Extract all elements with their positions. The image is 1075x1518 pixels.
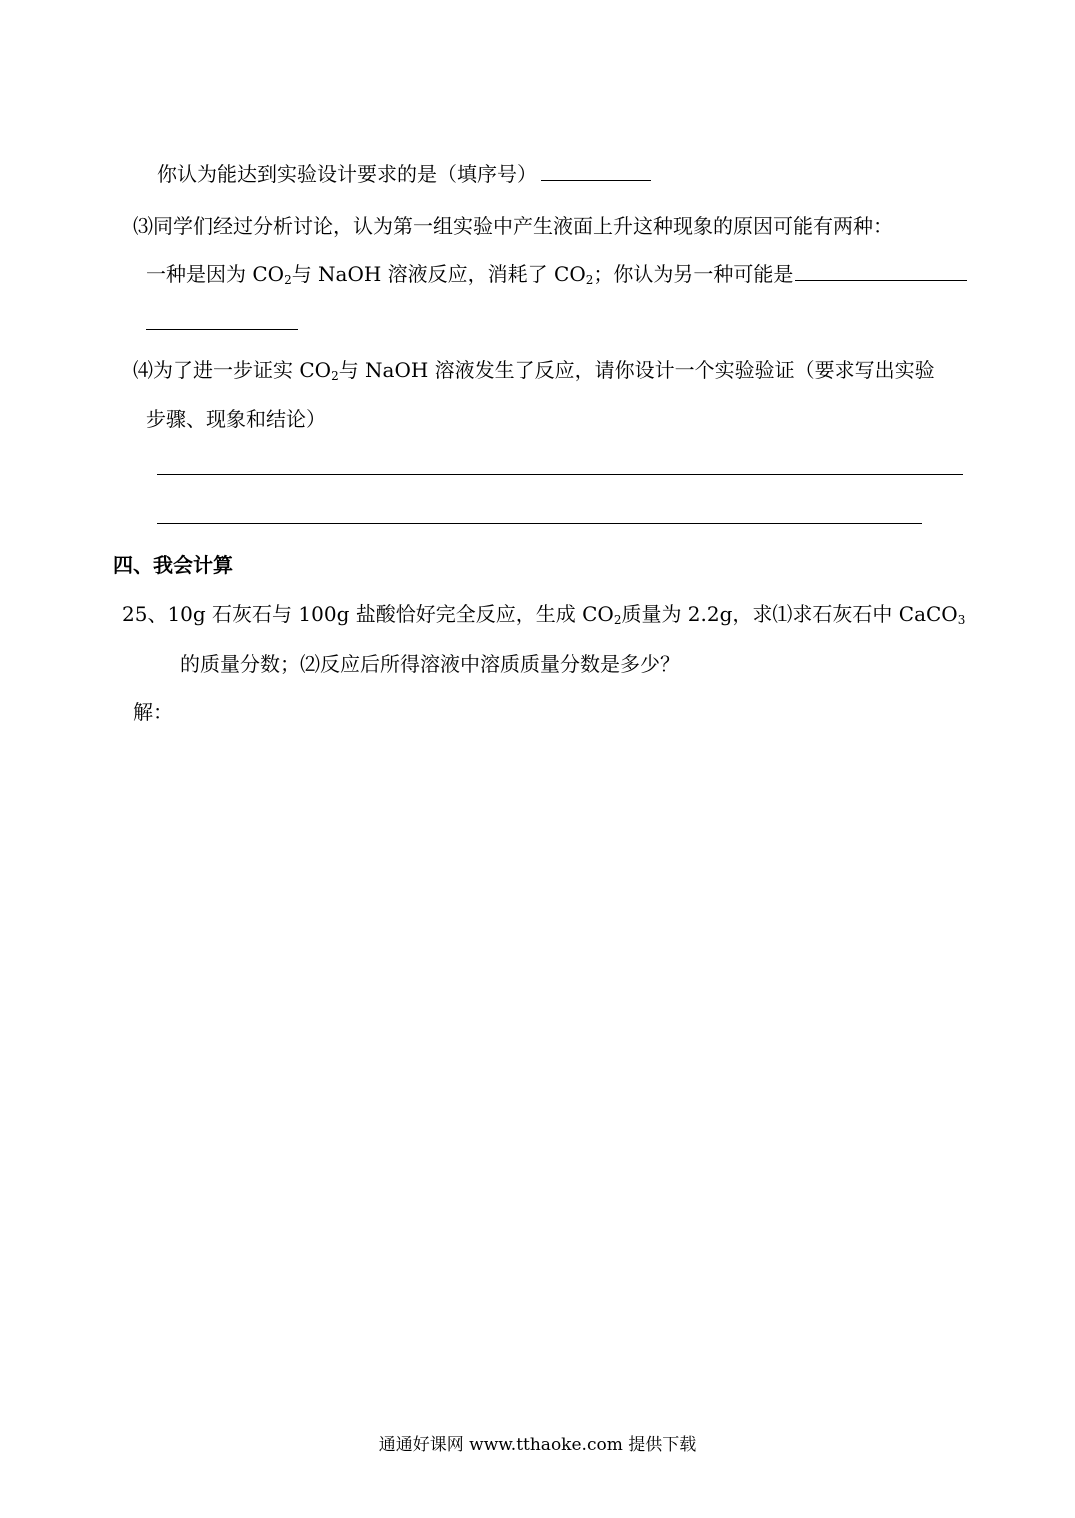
q25-line-1 [122,602,965,626]
q3-line2-sub-1: 2 [284,273,292,287]
q4-line1-sub: 2 [331,369,339,383]
q25-line-2 [180,652,680,676]
q3-line-2 [146,262,967,286]
q3-answer-blank-1[interactable] [795,262,967,281]
q3-line1-text: ⑶同学们经过分析讨论，认为第一组实验中产生液面上升这种现象的原因可能有两种： [133,214,893,238]
q4-answer-line-1[interactable] [157,474,963,475]
q25-line2-text: 的质量分数；⑵反应后所得溶液中溶质质量分数是多少？ [180,652,680,676]
q3-answer-blank-2[interactable] [146,329,298,330]
q25-line1-part-b: 质量为 2.2g，求⑴求石灰石中 CaCO [621,602,958,626]
q4-line1-part-a: ⑷为了进一步证实 CO [133,358,332,382]
q4-answer-line-2[interactable] [157,523,922,524]
q4-line-2 [146,407,326,431]
q3-line2-part-c: ；你认为另一种可能是 [593,262,794,286]
q4-line-1 [133,358,935,382]
q2-text: 你认为能达到实验设计要求的是（填序号） [157,162,537,186]
q2-line [157,162,651,186]
q25-line1-sub-1: 2 [613,613,622,627]
q3-line2-sub-2: 2 [585,273,594,287]
q3-line2-part-b: 与 NaOH 溶液反应，消耗了 CO [291,262,586,286]
q4-line1-part-b: 与 NaOH 溶液发生了反应，请你设计一个实验验证（要求写出实验 [338,358,935,382]
q25-line1-sub-2: 3 [957,613,966,627]
q3-line-1 [133,214,893,238]
q3-line2-part-a: 一种是因为 CO [146,262,285,286]
q25-answer-label: 解： [133,700,173,724]
q25-line1-part-a: 25、10g 石灰石与 100g 盐酸恰好完全反应，生成 CO [122,602,614,626]
section-4-title: 四、我会计算 [113,553,233,577]
q25-answer-label-line [133,700,173,724]
q2-answer-blank[interactable] [541,162,651,181]
q4-line2-text: 步骤、现象和结论） [146,407,326,431]
section-4-heading [113,553,233,577]
footer-text: 通通好课网 www.tthaoke.com 提供下载 [378,1435,697,1455]
page-footer [0,1430,1075,1455]
